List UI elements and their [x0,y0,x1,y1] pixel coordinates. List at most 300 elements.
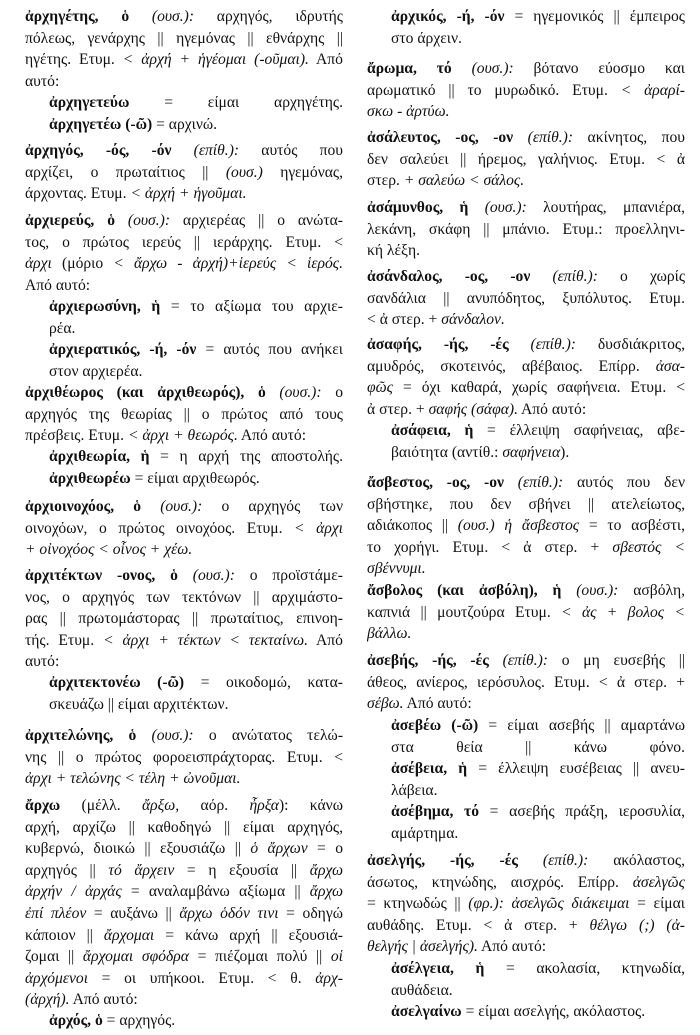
text-line [367,101,685,123]
headword: ἀρχός, ὁ [49,1012,103,1029]
italic-text: ἀρχ- [315,969,343,987]
body-text: ρας || πρωτομάστορας || πρωταίτιος, επινοη- [25,610,343,628]
derivative-entry [367,420,685,463]
italic-text: (ουσ.) ἡ ἄσβεστος [457,517,580,535]
text-line [25,361,343,383]
text-line [25,903,343,925]
headword: ἄσβεστος, -ος, -ον [367,474,518,491]
body-text: κή λέξη. [367,242,421,260]
italic-text: σάνδαλον. [441,311,505,329]
body-text: = η εξουσία || [174,861,310,879]
body-text: πρέσβεις. Ετυμ. [25,427,128,445]
text-line [25,989,343,1011]
body-text: ο προϊστάμε- [234,567,343,584]
body-text: αυτός που [239,142,343,159]
italic-text: (επίθ.): [517,474,564,491]
text-line [367,915,685,937]
headword: ἀρχιτεκτονέω (-ῶ) [49,674,185,691]
italic-text: ἄρχω [309,861,343,879]
text-line [367,893,685,915]
body-text: ): κάνω [278,797,343,814]
text-line [25,114,343,136]
italic-text: ἀσα- [655,357,685,375]
body-text: = όχι καθαρά, χωρίς σαφήνεια. Ετυμ. < [392,379,685,397]
body-text: κυβερνώ, διοικώ || εξουσιάζω || [25,840,251,858]
body-text: στα θεία || κάνω φόνο. [391,738,685,756]
italic-text: (επίθ.): [527,129,574,146]
body-text: Από αυτό: [518,400,587,418]
italic-text: < ἀραρί- [620,81,685,99]
text-line [25,630,343,652]
text-line [25,925,343,947]
text-line [367,623,685,645]
italic-text: ἀρχόμενοι [25,969,89,987]
text-line [25,1010,343,1032]
dictionary-entry [367,850,685,958]
text-line [25,694,343,716]
body-text: αρχηγός, ιδρυτής [194,8,343,25]
body-text: = ο [307,840,343,858]
text-line [367,801,685,823]
italic-text: + σαλεύω < σάλος. [403,172,525,190]
italic-text: σβεστός < [612,538,685,556]
italic-text: ἄρχομαι [103,926,155,944]
italic-text: (ουσ.): [471,60,514,77]
body-text: τής. Ετυμ. [25,631,104,649]
body-text: = είμαι αρχηγέτης. [129,94,343,111]
body-text: ο ανώτατος τελώ- [193,727,343,744]
body-text: ο [321,384,343,401]
body-text: ο αρχηγός των [202,498,343,515]
headword: ἀσεβέω (-ῶ) [391,717,479,734]
body-text: νος, ο αρχηγός των τεκτόνων || αρχιμάστο- [25,588,343,606]
italic-text: ἐπί πλέον [25,904,87,922]
italic-text: ἄρχω [309,883,343,901]
body-text: το χορήγι. Ετυμ. < ἀ στερ. + [367,538,613,556]
body-text: αυτό: [25,653,60,671]
italic-text: θελγής | ἀσελγής). [367,938,478,956]
body-text: τος, ο πρώτος ιερεύς || ιεράρχης. Ετυμ. < [25,233,343,251]
body-text: Από αυτό: [25,276,91,294]
text-line [367,399,685,421]
headword: ἀρχιερεύς, ὁ [25,212,128,229]
italic-text: σέβω. [367,695,404,713]
body-text: άρχοντας. Ετυμ. [25,185,131,203]
headword: ἀσεβής, -ής, -ές [367,652,503,669]
text-line [367,6,685,28]
headword: ἀρχιερωσύνη, ἡ [49,298,161,315]
text-line [25,946,343,968]
text-line [25,162,343,184]
text-line [367,737,685,759]
body-text: δεν σαλεύει || ήρεμος, γαλήνιος. Ετυμ. < ἀ [367,150,685,168]
italic-text: (ουσ.): [160,498,203,515]
dictionary-entry [367,580,685,645]
text-line [367,980,685,1002]
italic-text: (ουσ.): [151,8,195,25]
text-line [367,823,685,845]
body-text: = ασεβής πράξη, ιεροσυλία, [479,803,685,821]
italic-text: (ουσ.): [484,199,527,216]
body-text: ο χωρίς [597,268,685,285]
text-line [25,296,343,318]
text-line [25,468,343,490]
dictionary-entry [367,58,685,123]
text-line [25,425,343,447]
body-text: αρχή, αρχίζω || καθοδηγώ || είμαι αρχηγός, [25,818,343,836]
text-line [367,58,685,80]
body-text: αρχίζει, ο πρωταίτιος || [25,163,226,181]
italic-text: τό ἄρχειν [108,861,175,879]
italic-text: φῶς [367,379,393,397]
text-line [367,197,685,219]
italic-text: ἄρχω ὁδόν τινι [179,904,279,922]
body-text: = αρχινώ. [152,115,218,133]
italic-text: < ἀς + βολος < [561,603,685,621]
headword: ἀσελγής, -ής, -ές [367,852,543,869]
body-text: βότανο εύοσμο και [513,60,685,77]
text-line [367,219,685,241]
dictionary-entry [25,565,343,673]
italic-text: (επίθ.): [552,268,598,285]
text-line [25,968,343,990]
dictionary-entry [367,266,685,331]
text-line [25,210,343,232]
italic-text: (ουσ.): [151,727,194,744]
italic-text: (ουσ.) [225,163,263,181]
headword: ἀρχιτελώνης, ὁ [25,727,152,744]
body-text: = το ασβέστι, [579,517,685,535]
headword: ἀρχιθεωρέω [49,469,131,487]
italic-text: < ἀρχι [294,519,343,537]
text-line [25,838,343,860]
text-line [367,356,685,378]
text-line [25,275,343,297]
italic-text: (ουσ.): [576,582,619,599]
body-text: = πιέζομαι πολύ || [188,948,331,966]
headword: ἀρχικός, -ή, -όν [391,8,505,25]
headword: ἀρχιτέκτων -ονος, ὁ [25,567,193,584]
dictionary-entry [25,6,343,92]
italic-text: (ουσ.): [279,384,322,401]
body-text: < ἀ στερ. + [367,311,442,329]
headword: ἀσέβεια, ἡ [391,760,468,778]
body-text: ρέα. [49,319,76,337]
body-text: σβήστηκε, που δεν σβήνει || ατελείωτος, [367,495,685,513]
derivative-entry [25,446,343,489]
dictionary-entry [25,725,343,790]
body-text: (μέλλ. [60,797,142,814]
italic-text: βάλλω. [367,625,412,643]
body-text: αυτό: [25,72,60,90]
body-text: = αναλαμβάνω αξίωμα || [121,883,310,901]
body-text: = οι υπήκοοι. Ετυμ. < θ. [88,969,316,987]
headword: ἀσάνδαλος, -ος, -ον [367,268,553,285]
text-line [25,651,343,673]
text-line [367,240,685,262]
headword: ἀρχιθεωρία, ἡ [49,448,150,465]
body-text: Από [308,51,343,69]
derivative-entry [25,672,343,715]
body-text: στερ. [367,172,404,190]
headword: ἄρχω [25,797,61,814]
headword: ἀρχηγέτης, ὁ [25,8,152,25]
dictionary-entry [25,382,343,447]
text-line [25,608,343,630]
headword: ἀσάλευτος, -ος, -ον [367,129,528,146]
body-text: αδιάκοπος || [367,517,458,535]
text-line [367,715,685,737]
body-text: Από αυτό: [403,695,472,713]
text-line [367,420,685,442]
italic-text: σαφής (σάφα). [428,400,518,418]
dictionary-entry [25,795,343,1011]
body-text: Από αυτό: [477,938,547,956]
body-text: λουτήρας, μπανιέρα, [526,199,685,216]
text-line [25,404,343,426]
text-line [25,795,343,817]
body-text: = οικοδομώ, κατα- [184,674,343,691]
body-text: ). [560,443,570,461]
headword: ἄρωμα, τό [367,60,472,77]
headword: ἄσβολος (και ἀσβόλη), ἡ [367,582,577,599]
text-line [367,80,685,102]
italic-text: < ἀρχι + θεωρός. [127,427,238,445]
body-text: ακόλαστος, [588,852,685,869]
italic-text: ὁ ἄρχων [250,840,308,858]
body-text: οινοχόων, ο πρώτος οινοχόος. Ετυμ. [25,519,295,537]
body-text: σκευάζω || είμαι αρχιτέκτων. [49,695,229,713]
italic-text: ἀρχι [25,255,52,273]
italic-text: σαφήνεια [502,443,561,461]
body-text: = το αξίωμα του αρχιε- [160,298,343,315]
text-line [25,725,343,747]
text-line [25,49,343,71]
italic-text: + οἰνοχόος < οἶνος + χέω. [25,541,193,559]
derivative-entry [367,715,685,845]
body-text: αρχηγός || [25,861,109,879]
text-line [25,747,343,769]
italic-text: ἄρξω, [141,797,180,814]
text-line [25,817,343,839]
text-line [367,334,685,356]
body-text: = ηγεμονικός || έμπειρος [504,8,685,25]
text-line [25,518,343,540]
italic-text: (ἀρχή). [25,991,70,1009]
body-text: βαιότητα (αντίθ.: [391,443,503,461]
text-line [25,92,343,114]
body-text: = είμαι ασελγής, ακόλαστος. [461,1003,646,1021]
body-text: ηγεμόνας, [262,163,343,181]
italic-text: (ουσ.): [127,212,171,229]
italic-text: σβέννυμι. [367,560,426,578]
body-text: αρχιερέας || ο ανώτα- [170,212,343,229]
dictionary-entry [25,496,343,561]
headword: ἀσελγαίνω [391,1003,462,1021]
text-line [367,472,685,494]
body-text: = είμαι αρχιθεωρός. [130,469,260,487]
body-text: = αρχηγός. [102,1012,176,1029]
italic-text: σκω - ἀρτύω. [367,103,450,121]
headword: ἀσέβημα, τό [391,803,480,821]
dictionary-entry [367,197,685,262]
body-text: = ακολασία, κτηνωδία, [484,960,685,977]
text-line [25,565,343,587]
body-text: καπνιά || μουτζούρα Ετυμ. [367,603,562,621]
text-line [25,339,343,361]
derivative-entry [25,1010,343,1032]
headword: ἀσέλγεια, ἡ [391,960,485,977]
text-line [367,872,685,894]
italic-text: (επίθ.): [530,336,576,353]
body-text: άσωτος, κτηνώδης, αισχρός. Επίρρ. [367,873,633,891]
italic-text: (ουσ.): [192,567,235,584]
headword: ἀρχιθέωρος (και ἀρχιθεωρός), ὁ [25,384,280,401]
body-text: ἀ στερ. + [367,400,429,418]
body-text: = είμαι [629,895,685,913]
body-text: = έλλειψη ευσέβειας || ανευ- [467,760,685,778]
text-line [367,309,685,331]
dictionary-entry [367,650,685,715]
text-line [25,382,343,404]
text-line [25,183,343,205]
italic-text: ἀσελγῶς [632,873,685,891]
body-text: = κάνω αρχή || εξουσιά- [154,926,343,944]
text-line [25,672,343,694]
text-line [367,650,685,672]
body-text: = οδηγώ [278,904,343,922]
text-line [25,446,343,468]
body-text: λάβεια. [391,781,438,799]
text-line [25,6,343,28]
text-line [25,860,343,882]
body-text: = η αρχή της αποστολής. [149,448,343,465]
text-line [367,936,685,958]
text-line [25,140,343,162]
body-text: ακίνητος, που [573,129,685,146]
body-text: αρωματικό || το μυρωδικό. Ετυμ. [367,81,621,99]
text-line [367,494,685,516]
body-text: ασβόλη, [618,582,685,599]
body-text: αυθάδεια. [391,981,453,999]
dictionary-entry [25,140,343,205]
text-line [25,318,343,340]
italic-text: ἀρχήν / ἀρχάς [25,883,122,901]
body-text: στον αρχιερέα. [49,362,143,380]
body-text: σανδάλια || ανυπόδητος, ξυπόλυτος. Ετυμ. [367,289,685,307]
headword: ἀρχηγετέω (-ῶ) [49,115,153,133]
body-text: = κτηνωδώς || [367,895,469,913]
headword: ἀσάφεια, ἡ [391,422,474,439]
body-text: πόλεως, γενάρχης || ηγεμόνας || εθνάρχης || [25,29,343,47]
italic-text: ἀρχι + τελώνης < τέλη + ὠνοῦμαι. [25,770,241,788]
italic-text: < ἀρχή + ἡγέομαι (-οῦμαι). [122,51,309,69]
headword: ἀρχηγός, -ός, -όν [25,142,194,159]
text-line [367,580,685,602]
body-text: λεκάνη, σκάφη || μπάνιο. Ετυμ.: προελληνι- [367,220,685,238]
text-line [25,71,343,93]
derivative-entry [367,958,685,1023]
body-text: δυσδιάκριτος, [575,336,685,353]
text-line [367,442,685,464]
text-line [25,253,343,275]
text-line [25,496,343,518]
body-text: ο μη ευσεβής || [548,652,685,669]
dictionary-entry [25,210,343,296]
text-line [367,758,685,780]
body-text: νης || ο πρώτος φοροεισπράχτορας. Ετυμ. < [25,748,343,766]
text-line [367,28,685,50]
body-text: Από [307,631,343,649]
text-line [367,780,685,802]
text-line [367,850,685,872]
italic-text: οἱ [330,948,343,966]
text-line [367,288,685,310]
body-text: αμάρτημα. [391,824,459,842]
italic-text: θέλγω (;) (ἀ- [589,916,685,934]
headword: ἀσαφής, -ής, -ές [367,336,531,353]
italic-text: (επίθ.): [193,142,240,159]
body-text: στο άρχειν. [391,29,462,47]
body-text: αυτός που δεν [563,474,685,491]
body-text: ηγέτης. Ετυμ. [25,51,123,69]
italic-text: < ἀρχή + ἡγοῦμαι. [130,185,247,203]
text-line [367,127,685,149]
text-line [367,537,685,559]
text-line [25,232,343,254]
text-line [367,266,685,288]
body-text: ζομαι || [25,948,83,966]
text-line [25,539,343,561]
body-text: κάποιον || [25,926,104,944]
body-text: = έλλειψη σαφήνειας, αβε- [473,422,685,439]
text-line [367,958,685,980]
text-line [367,1001,685,1023]
text-line [25,881,343,903]
italic-text: (φρ.): ἀσελγῶς διάκειμαι [468,895,630,913]
body-text: αμυδρός, σκοτεινός, αβέβαιος. Επίρρ. [367,357,656,375]
body-text: αρχηγός της θεωρίας || ο πρώτος από τους [25,405,343,423]
text-line [367,602,685,624]
dictionary-entry [367,334,685,420]
body-text: = αυτός που ανήκει [196,341,343,359]
dictionary-entry [367,127,685,192]
body-text: = αυξάνω || [86,904,180,922]
body-text: = είμαι ασεβής || αμαρτάνω [478,717,685,734]
derivative-entry [25,296,343,382]
text-line [25,587,343,609]
derivative-entry [25,92,343,135]
body-text: (μόριο [51,255,114,273]
italic-text: ἄρχομαι σφόδρα [82,948,189,966]
text-line [367,170,685,192]
text-line [367,149,685,171]
headword: ἀρχιερατικός, -ή, -όν [49,341,197,359]
headword: ἀσάμυνθος, ἡ [367,199,485,216]
text-line [25,28,343,50]
text-line [367,672,685,694]
text-line [367,558,685,580]
body-text: Από αυτό: [69,991,138,1009]
text-line [367,377,685,399]
body-text: άθεος, ανίερος, ιερόσυλος. Ετυμ. < ἀ στερ. + [367,673,685,691]
italic-text: (επίθ.): [542,852,589,869]
italic-text: ἦρξα [249,797,279,814]
body-text: αόρ. [179,797,250,814]
headword: ἀρχηγετεύω [49,94,130,111]
text-line [367,515,685,537]
text-line [367,693,685,715]
